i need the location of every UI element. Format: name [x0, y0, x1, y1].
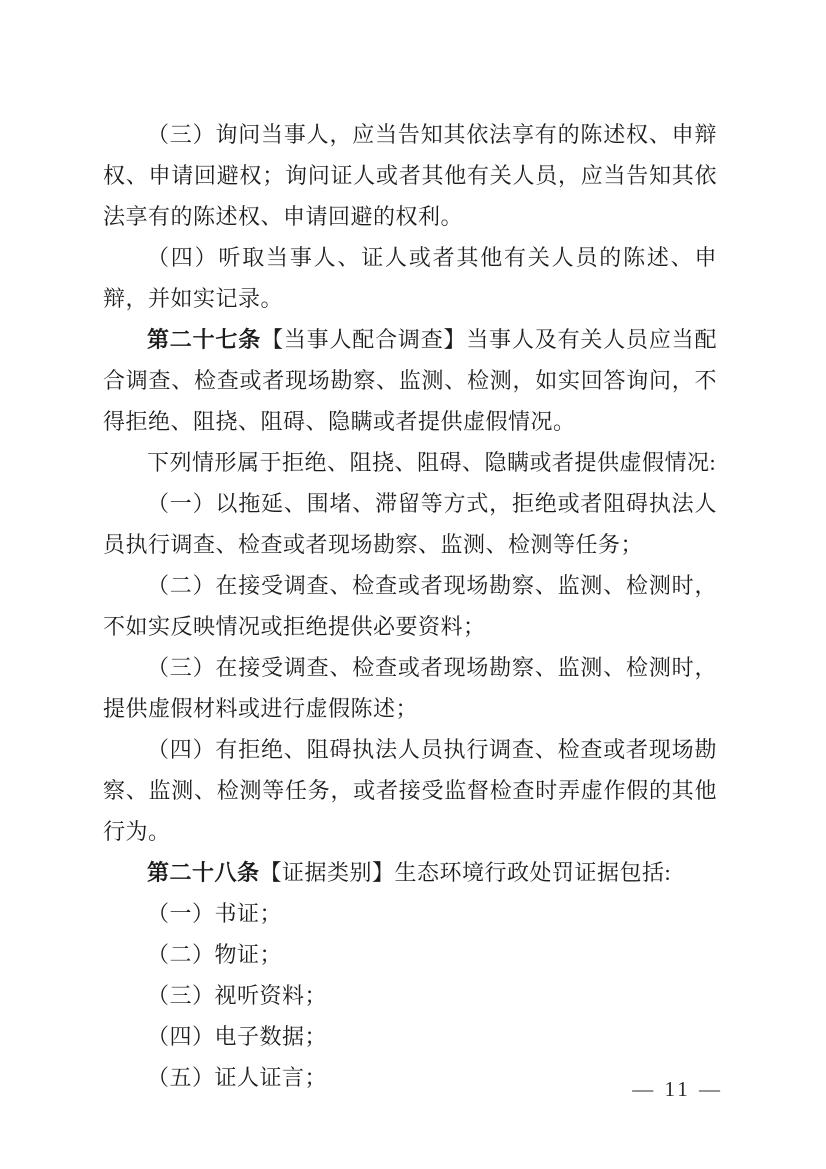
paragraph-text: （二）在接受调查、检查或者现场勘察、监测、检测时，不如实反映情况或拒绝提供必要资料；	[103, 573, 717, 639]
paragraph-text: （一）以拖延、围堵、滞留等方式，拒绝或者阻碍执法人员执行调查、检查或者现场勘察、监测、检测等任务；	[103, 491, 717, 557]
paragraph-text: （三）在接受调查、检查或者现场勘察、监测、检测时，提供虚假材料或进行虚假陈述；	[103, 655, 717, 721]
paragraph-text: 【当事人配合调查】当事人及有关人员应当配合调查、检查或者现场勘察、监测、检测，如实回答询问，不得拒绝、阻挠、阻碍、隐瞒或者提供虚假情况。	[103, 327, 717, 434]
paragraph	[103, 852, 717, 893]
paragraph	[103, 483, 717, 565]
paragraph	[103, 442, 717, 483]
paragraph	[103, 893, 717, 934]
paragraph-text: （四）听取当事人、证人或者其他有关人员的陈述、申辩，并如实记录。	[103, 245, 717, 311]
paragraph	[103, 729, 717, 852]
paragraph-text: （一）书证；	[147, 901, 283, 926]
paragraph	[103, 114, 717, 237]
paragraph-text: （四）电子数据；	[147, 1024, 328, 1049]
paragraph	[103, 647, 717, 729]
paragraph-text: （三）询问当事人，应当告知其依法享有的陈述权、申辩权、申请回避权；询问证人或者其他有关人员，应当告知其依法享有的陈述权、申请回避的权利。	[103, 122, 717, 229]
paragraph-text: （三）视听资料；	[147, 983, 328, 1008]
paragraph	[103, 565, 717, 647]
article-number: 第二十七条	[147, 327, 262, 352]
paragraph-text: 下列情形属于拒绝、阻挠、阻碍、隐瞒或者提供虚假情况:	[147, 450, 717, 475]
document-body	[103, 114, 717, 1098]
paragraph	[103, 319, 717, 442]
page-number: — 11 —	[632, 1077, 723, 1101]
article-number: 第二十八条	[147, 860, 260, 885]
paragraph-text: 【证据类别】生态环境行政处罚证据包括:	[259, 860, 672, 885]
paragraph	[103, 975, 717, 1016]
paragraph	[103, 934, 717, 975]
paragraph-text: （四）有拒绝、阻碍执法人员执行调查、检查或者现场勘察、监测、检测等任务，或者接受监督检查时弄虚作假的其他行为。	[103, 737, 717, 844]
paragraph	[103, 1016, 717, 1057]
paragraph-text: （二）物证；	[147, 942, 283, 967]
paragraph-text: （五）证人证言；	[147, 1065, 328, 1090]
page-footer	[0, 1077, 723, 1102]
paragraph	[103, 237, 717, 319]
